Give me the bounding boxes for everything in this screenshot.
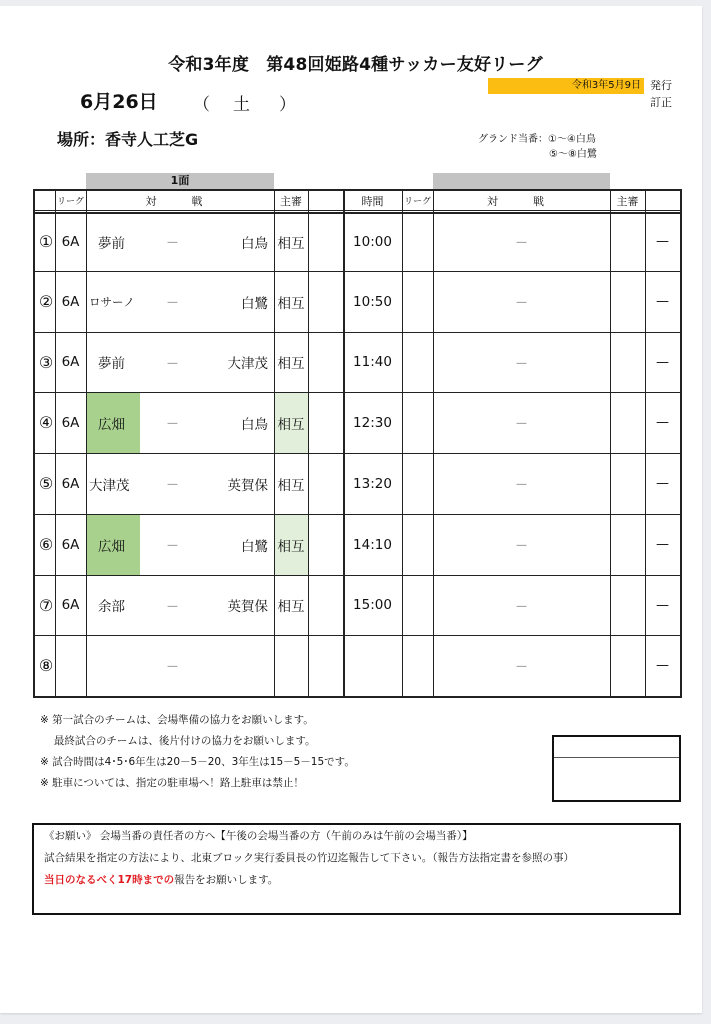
- header-league-right: リーグ: [403, 197, 431, 207]
- row-referee: 相互: [277, 235, 305, 252]
- row-vs-dash: －: [165, 660, 179, 675]
- ground-duty-line-1: グランド当番：①～④白鳥: [478, 134, 596, 145]
- row-home-team: ロサーノ: [89, 294, 135, 309]
- table-border-right: [680, 189, 682, 698]
- note-4: ※ 駐車については、指定の駐車場へ！路上駐車は禁止！: [40, 777, 304, 789]
- row-league: 6A: [61, 597, 80, 613]
- row-number: ①: [38, 232, 54, 251]
- row-league: 6A: [61, 293, 80, 310]
- request-line-3-rest: 報告をお願いします。: [174, 874, 279, 886]
- row-right-vs-dash: －: [514, 296, 528, 311]
- revision-label: 訂正: [650, 96, 672, 109]
- row-right-end-dash: —: [656, 597, 669, 613]
- row-referee: 相互: [277, 477, 305, 494]
- row-number: ②: [38, 292, 54, 311]
- request-deadline-emphasis: 当日のなるべく17時までの: [44, 874, 175, 886]
- row-vs-dash: －: [165, 296, 179, 311]
- header-referee-right: 主審: [616, 194, 639, 208]
- row-number: ⑧: [38, 656, 54, 675]
- row-referee: 相互: [277, 538, 305, 555]
- row-right-vs-dash: －: [514, 539, 528, 554]
- header-time: 時間: [361, 194, 384, 208]
- row-vs-dash: －: [165, 236, 179, 251]
- header-match: 対 戦: [145, 194, 215, 208]
- match-date: 6月26日: [80, 91, 158, 113]
- row-referee: 相互: [277, 599, 305, 615]
- header-divider: [33, 210, 680, 211]
- row-time: 13:20: [353, 475, 392, 492]
- row-right-vs-dash: －: [514, 417, 528, 432]
- row-home-team: 広畑: [98, 416, 125, 433]
- request-line-1: 《お願い》 会場当番の責任者の方へ【午後の会場当番の方（午前のみは午前の会場当番）】: [44, 830, 473, 842]
- row-away-team: [190, 635, 268, 696]
- request-box: [32, 823, 681, 915]
- row-league: 6A: [61, 414, 80, 431]
- row-away-team: 英賀保: [227, 477, 268, 494]
- issue-date: 令和3年5月9日: [571, 80, 641, 91]
- row-right-end-dash: —: [656, 354, 669, 370]
- row-right-vs-dash: －: [514, 599, 528, 615]
- stamp-box-divider: [554, 757, 679, 758]
- row-time: 12:30: [353, 414, 392, 431]
- row-vs-dash: －: [165, 539, 179, 554]
- row-home-team: 夢前: [98, 235, 125, 252]
- row-right-end-dash: —: [656, 537, 669, 552]
- row-away-team: 白鷺: [241, 295, 268, 312]
- row-number: ⑦: [38, 595, 54, 615]
- row-right-vs-dash: －: [514, 236, 528, 251]
- row-referee: [274, 635, 308, 696]
- column-divider: [402, 189, 403, 698]
- row-right-end-dash: —: [656, 476, 669, 491]
- row-home-team: 余部: [98, 599, 125, 615]
- row-vs-dash: －: [165, 478, 179, 493]
- row-vs-dash: －: [165, 599, 179, 615]
- row-time: [343, 635, 402, 696]
- column-divider: [610, 189, 611, 698]
- row-league: 6A: [61, 536, 80, 553]
- row-time: 11:40: [353, 354, 392, 370]
- row-vs-dash: －: [165, 417, 179, 432]
- row-time: 10:50: [353, 293, 392, 310]
- row-home-team: 大津茂: [89, 477, 130, 494]
- document-page: [0, 6, 702, 1013]
- header-referee: 主審: [280, 194, 302, 208]
- row-league: 6A: [61, 475, 80, 492]
- row-home-team: 夢前: [98, 356, 125, 372]
- court-1-band: 1面: [86, 173, 274, 189]
- row-time: 14:10: [353, 536, 392, 553]
- stamp-box: [552, 735, 681, 802]
- row-number: ⑥: [38, 535, 54, 554]
- row-referee: 相互: [277, 356, 305, 372]
- row-right-end-dash: —: [656, 658, 669, 673]
- row-number: ⑤: [38, 474, 54, 493]
- row-number: ④: [38, 413, 54, 432]
- header-match-right: 対 戦: [487, 194, 556, 208]
- row-away-team: 白鷺: [241, 538, 268, 555]
- page-title: 令和3年度 第48回姫路4種サッカー友好リーグ: [168, 55, 543, 75]
- row-league: 6A: [61, 233, 80, 250]
- note-3: ※ 試合時間は4･5･6年生は20－5－20、3年生は15－5－15です。: [40, 756, 355, 768]
- row-referee: 相互: [277, 416, 305, 433]
- row-right-vs-dash: －: [514, 478, 528, 493]
- row-away-team: 白鳥: [241, 416, 268, 433]
- request-line-2: 試合結果を指定の方法により、北東ブロック実行委員長の竹辺迄報告して下さい。（報告方法指定書を参照の事）: [44, 852, 575, 864]
- row-referee: 相互: [277, 295, 305, 312]
- weekday-paren-open: （: [193, 95, 210, 115]
- row-right-end-dash: —: [656, 415, 669, 430]
- row-away-team: 大津茂: [227, 356, 268, 372]
- row-right-end-dash: —: [656, 234, 669, 249]
- column-divider: [308, 189, 309, 698]
- row-time: 15:00: [353, 597, 392, 613]
- row-league: [55, 635, 86, 696]
- row-right-end-dash: —: [656, 294, 669, 309]
- weekday-paren-close: ）: [279, 95, 296, 115]
- row-right-vs-dash: －: [514, 356, 528, 372]
- note-2: 最終試合のチームは、後片付けの協力をお願いします。: [40, 735, 316, 747]
- ground-duty-line-2: ⑤～⑧白鷺: [549, 149, 597, 160]
- row-league: 6A: [61, 354, 80, 370]
- header-league: リーグ: [56, 197, 84, 207]
- issue-label: 発行: [650, 79, 672, 92]
- row-number: ③: [38, 352, 54, 372]
- row-home-team: 広畑: [98, 538, 125, 555]
- note-1: ※ 第一試合のチームは、会場準備の協力をお願いします。: [40, 714, 314, 726]
- table-border-bottom: [33, 696, 682, 698]
- court-2-band: [433, 173, 610, 189]
- row-right-vs-dash: －: [514, 660, 528, 675]
- venue: 場所：香寺人工芝G: [57, 130, 199, 149]
- row-away-team: 英賀保: [227, 599, 268, 615]
- row-away-team: 白鳥: [241, 235, 268, 252]
- request-line-3: [44, 872, 278, 887]
- row-time: 10:00: [353, 233, 392, 250]
- weekday: 土: [233, 95, 250, 115]
- row-vs-dash: －: [165, 356, 179, 372]
